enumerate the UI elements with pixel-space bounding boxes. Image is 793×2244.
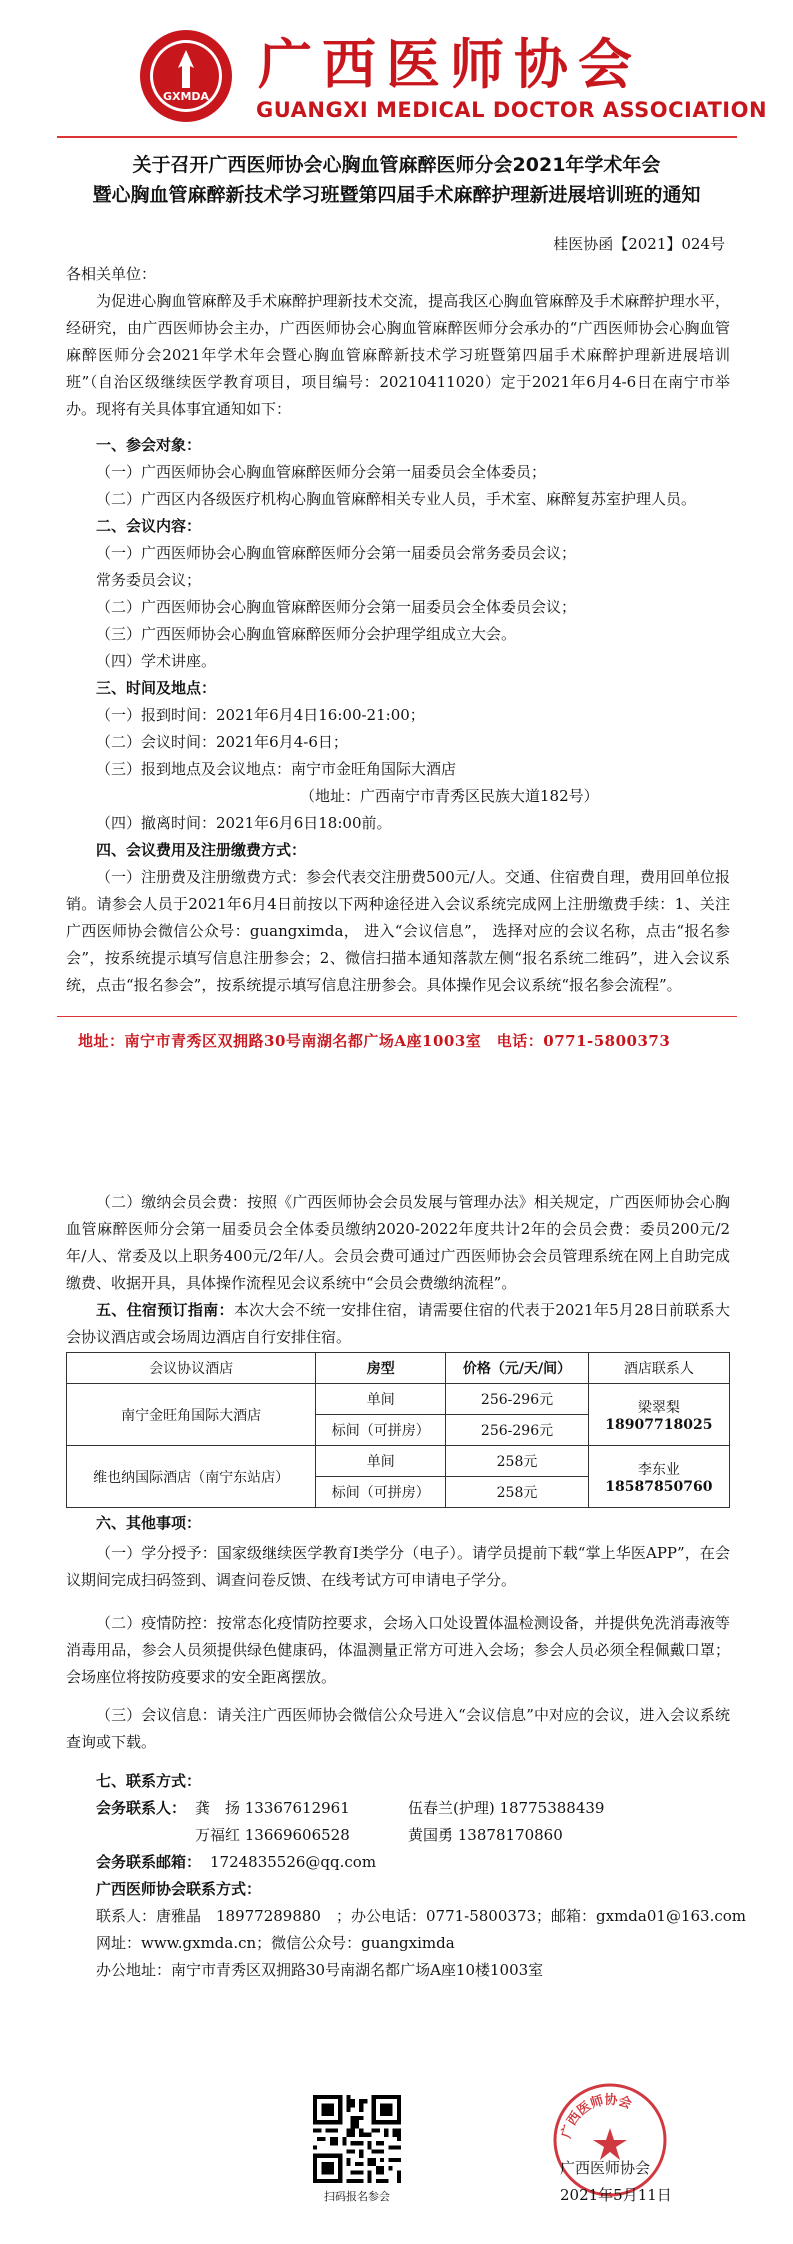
hotel-name: 维也纳国际酒店（南宁东站店） [67, 1446, 316, 1508]
title-line-2: 暨心胸血管麻醉新技术学习班暨第四届手术麻醉护理新进展培训班的通知 [92, 184, 701, 206]
hotel-contact [588, 1384, 729, 1446]
room-type: 标间（可拼房） [316, 1477, 446, 1508]
email-value: 1724835526@qq.com [210, 1853, 377, 1871]
room-price: 256-296元 [446, 1384, 589, 1415]
section-6-paragraph: （二）疫情防控：按常态化疫情防控要求，会场入口处设置体温检测设备，并提供免洗消毒液等消毒用品，参会人员须提供绿色健康码，体温测量正常方可进入会场；参会人员必须全程佩戴口罩；会场座位将按防疫要求的安全距离摆放。 [66, 1614, 730, 1686]
section-3-item: （地址：广西南宁市青秀区民族大道182号） [300, 787, 599, 805]
title-line-1: 关于召开广西医师协会心胸血管麻醉医师分会2021年学术年会 [132, 154, 661, 176]
table-row [67, 1446, 730, 1477]
table-header: 价格（元/天/间） [446, 1353, 589, 1384]
salutation: 各相关单位： [66, 265, 157, 283]
footer-divider [57, 1016, 737, 1017]
letterhead [138, 22, 768, 132]
section-5-block [66, 1297, 730, 1351]
svg-text:广西医师协会: 广西医师协会 [559, 2092, 634, 2141]
svg-text:GXMDA: GXMDA [162, 90, 210, 103]
signature-block [560, 2155, 672, 2209]
section-3-item: （一）报到时间：2021年6月4日16:00-21:00； [96, 706, 425, 724]
contact-entry: 万福红 13669606528 [195, 1826, 350, 1844]
gxmda-logo [138, 28, 234, 124]
section-7-heading: 七、联系方式： [96, 1772, 202, 1790]
assoc-contact-line: 办公地址：南宁市青秀区双拥路30号南湖名都广场A座10楼1003室 [96, 1961, 544, 1979]
section-3-item: （四）撤离时间：2021年6月6日18:00前。 [96, 814, 392, 832]
section-3-item: （三）报到地点及会议地点：南宁市金旺角国际大酒店 [96, 760, 457, 778]
table-header: 酒店联系人 [588, 1353, 729, 1384]
table-header: 会议协议酒店 [67, 1353, 316, 1384]
signature-org: 广西医师协会 [560, 2159, 651, 2177]
contact-phone: 18587850760 [605, 1478, 713, 1495]
room-price: 258元 [446, 1446, 589, 1477]
section-2-item: （一）广西医师协会心胸血管麻醉医师分会第一届委员会常务委员会议； [96, 544, 577, 562]
contact-name: 李东业 [637, 1461, 680, 1478]
signature-date: 2021年5月11日 [560, 2186, 672, 2204]
org-name-cn: 广西医师协会 [258, 32, 642, 96]
registration-qr-code[interactable] [313, 2095, 401, 2183]
qr-label: 扫码报名参会 [324, 2190, 390, 2203]
contact-entry: 伍春兰(护理) 18775388439 [408, 1799, 605, 1817]
section-1-item: （二）广西区内各级医疗机构心胸血管麻醉相关专业人员，手术室、麻醉复苏室护理人员。 [96, 490, 697, 508]
contact-name: 梁翠梨 [637, 1399, 680, 1416]
assoc-contact-label: 广西医师协会联系方式： [96, 1880, 262, 1898]
email-label: 会务联系邮箱： [96, 1853, 202, 1871]
section-2-item: 常务委员会议； [96, 571, 202, 589]
footer-address: 地址：南宁市青秀区双拥路30号南湖名都广场A座1003室 电话：0771-5800373 [78, 1032, 671, 1050]
section-5-heading: 五、住宿预订指南： [96, 1301, 234, 1319]
hotel-table [66, 1352, 730, 1508]
section-2-item: （三）广西医师协会心胸血管麻醉医师分会护理学组成立大会。 [96, 625, 517, 643]
table-header-row [67, 1353, 730, 1384]
section-2-item: （二）广西医师协会心胸血管麻醉医师分会第一届委员会全体委员会议； [96, 598, 577, 616]
room-type: 单间 [316, 1446, 446, 1477]
intro-paragraph: 为促进心胸血管麻醉及手术麻醉护理新技术交流，提高我区心胸血管麻醉及手术麻醉护理水平，经研究，由广西医师协会主办，广西医师协会心胸血管麻醉医师分会承办的“广西医师协会心胸血管麻醉医师分会2021年学术年会暨心胸血管麻醉新技术学习班暨第四届手术麻醉护理新进展培训班”（自治区级继续医学教育项目，项目编号：20210411020）定于2021年6月4-6日在南宁市举办。现将有关具体事宜通知如下： [66, 292, 730, 418]
section-2-heading: 二、会议内容： [96, 517, 202, 535]
assoc-contact-line: 网址：www.gxmda.cn；微信公众号：guangximda [96, 1934, 455, 1952]
section-3-heading: 三、时间及地点： [96, 679, 217, 697]
section-3-item: （二）会议时间：2021年6月4-6日； [96, 733, 348, 751]
document-number: 桂医协函【2021】024号 [553, 235, 725, 253]
contacts-label: 会务联系人： [96, 1799, 187, 1817]
section-6-paragraph: （一）学分授予：国家级继续医学教育Ⅰ类学分（电子）。请学员提前下载“掌上华医APP”，在会议期间完成扫码签到、调查问卷反馈、在线考试方可申请电子学分。 [66, 1544, 730, 1589]
section-5-text: 本次大会不统一安排住宿，请需要住宿的代表于2021年5月28日前联系大会协议酒店或会场周边酒店自行安排住宿。 [66, 1301, 730, 1346]
section-2-item: （四）学术讲座。 [96, 652, 217, 670]
room-type: 单间 [316, 1384, 446, 1415]
hotel-name: 南宁金旺角国际大酒店 [67, 1384, 316, 1446]
contact-entry: 黄国勇 13878170860 [408, 1826, 563, 1844]
section-4-heading: 四、会议费用及注册缴费方式： [96, 841, 307, 859]
header-divider [57, 136, 737, 138]
section-6-heading: 六、其他事项： [96, 1514, 202, 1532]
section-4-paragraph-2: （二）缴纳会员会费：按照《广西医师协会会员发展与管理办法》相关规定，广西医师协会心胸血管麻醉医师分会第一届委员会全体委员缴纳2020-2022年度共计2年的会员会费：委员200元/2年/人、常委及以上职务400元/2年/人。会员会费可通过广西医师协会会员管理系统在网上自助完成缴费、收据开具，具体操作流程见会议系统中“会员会费缴纳流程”。 [66, 1193, 730, 1292]
hotel-contact [588, 1446, 729, 1508]
contact-entry: 龚 扬 13367612961 [195, 1799, 350, 1817]
contact-phone: 18907718025 [605, 1416, 713, 1433]
section-6-paragraph: （三）会议信息：请关注广西医师协会微信公众号进入“会议信息”中对应的会议，进入会议系统查询或下载。 [66, 1706, 730, 1751]
table-header: 房型 [316, 1353, 446, 1384]
section-1-heading: 一、参会对象： [96, 436, 202, 454]
room-price: 256-296元 [446, 1415, 589, 1446]
room-price: 258元 [446, 1477, 589, 1508]
section-1-item: （一）广西医师协会心胸血管麻醉医师分会第一届委员会全体委员； [96, 463, 547, 481]
section-4-paragraph-1: （一）注册费及注册缴费方式：参会代表交注册费500元/人。交通、住宿费自理，费用回单位报销。请参会人员于2021年6月4日前按以下两种途径进入会议系统完成网上注册缴费手续：1、关注广西医师协会微信公众号：guangximda， 进入“会议信息”， 选择对应的会议名称，点击“报名参会”，按系统提示填写信息注册参会；2、微信扫描本通知落款左侧“报名系统二维码”，进入会议系统，点击“报名参会”，按系统提示填写信息注册参会。具体操作见会议系统“报名参会流程”。 [66, 868, 730, 994]
room-type: 标间（可拼房） [316, 1415, 446, 1446]
org-name-en: GUANGXI MEDICAL DOCTOR ASSOCIATION [256, 98, 768, 122]
assoc-contact-line: 联系人：唐雅晶 18977289880 ；办公电话：0771-5800373；邮箱：gxmda01@163.com [96, 1907, 746, 1925]
table-row [67, 1384, 730, 1415]
